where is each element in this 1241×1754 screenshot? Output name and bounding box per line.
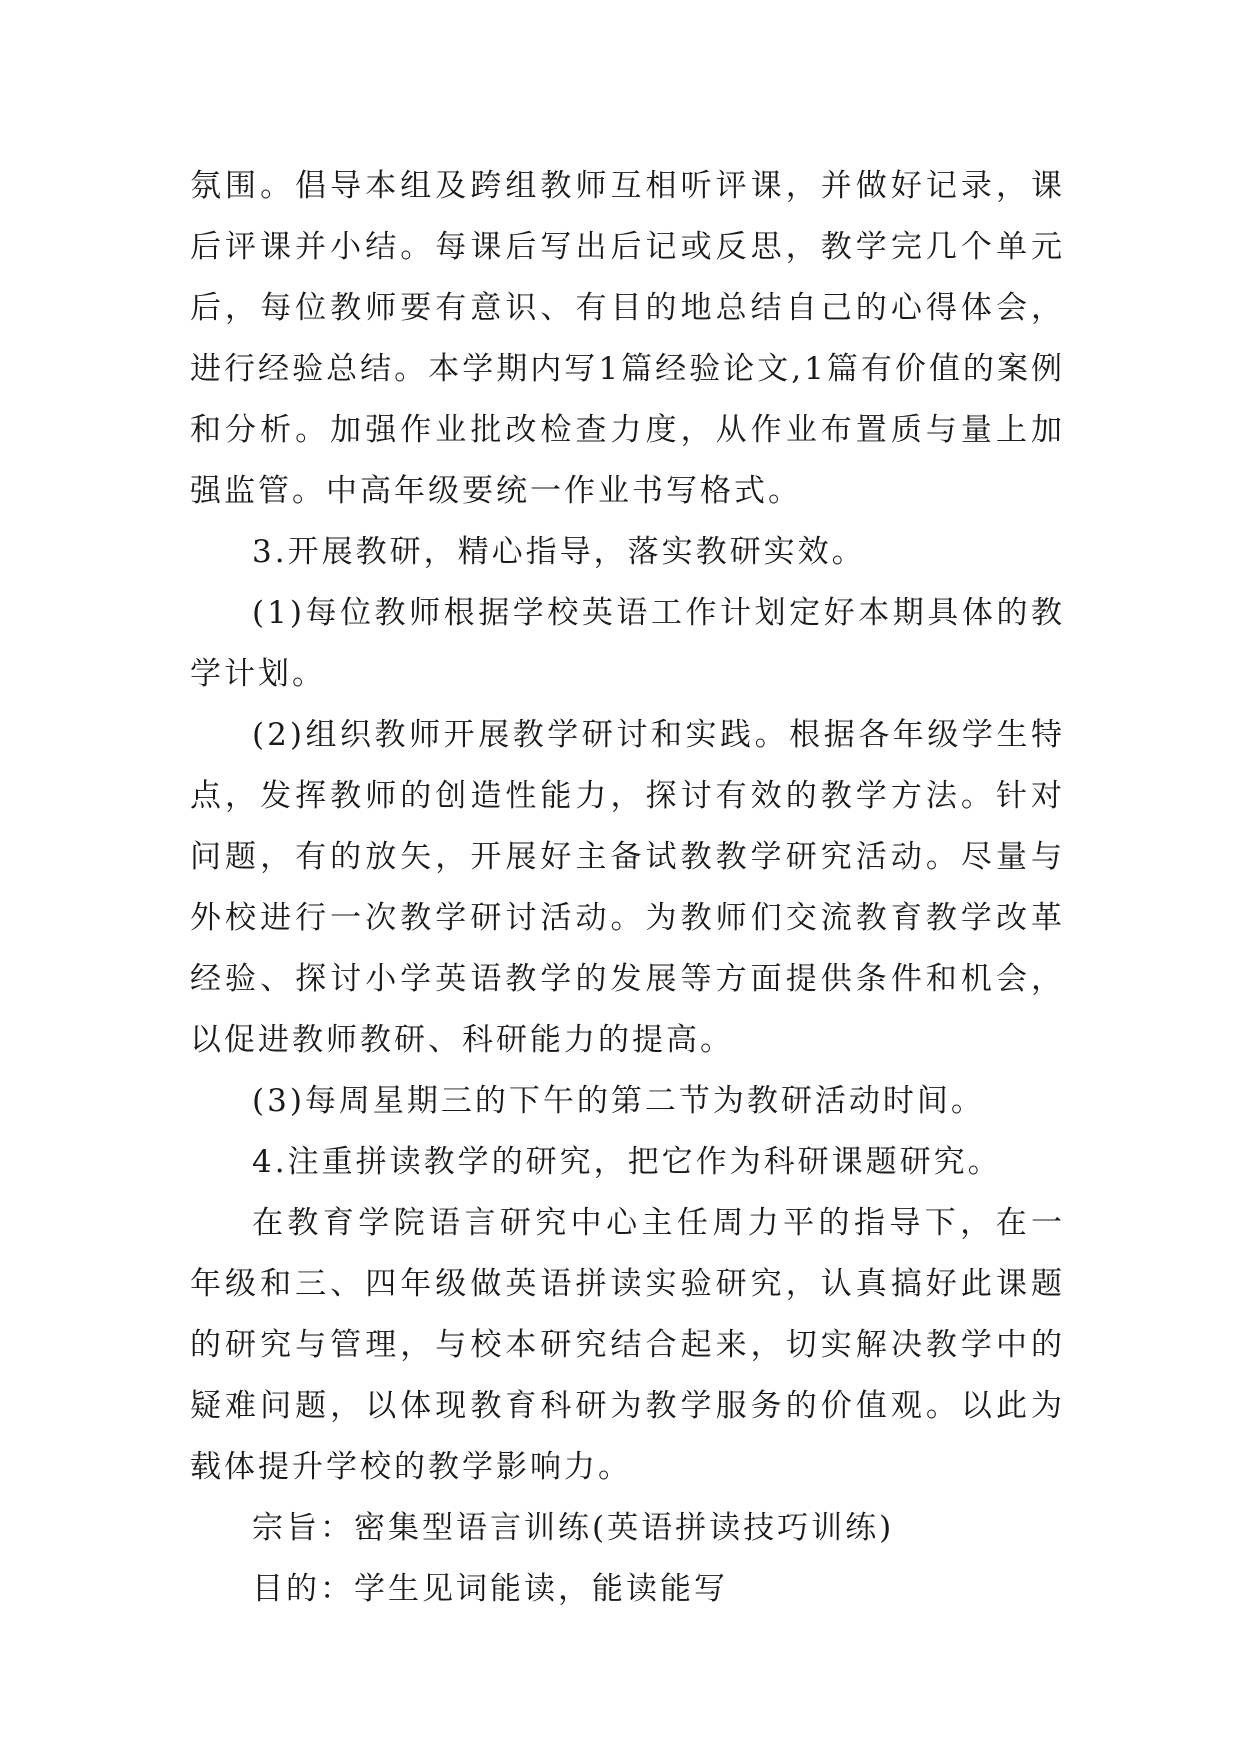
paragraph-subitem-1: (1)每位教师根据学校英语工作计划定好本期具体的教学计划。 [190, 595, 1065, 692]
paragraph-goal: 目的：学生见词能读，能读能写 [252, 1571, 728, 1607]
paragraph-research-description: 在教育学院语言研究中心主任周力平的指导下，在一年级和三、四年级做英语拼读实验研究，认真搞好此课题的研究与管理，与校本研究结合起来，切实解决教学中的疑难问题，以体现教育科研为教学服务的价值观。以此为载体提升学校的教学影响力。 [190, 1205, 1065, 1485]
paragraph-purpose: 宗旨：密集型语言训练(英语拼读技巧训练) [252, 1510, 895, 1546]
paragraph-subitem-3: (3)每周星期三的下午的第二节为教研活动时间。 [252, 1083, 985, 1119]
paragraph-item-4-heading: 4.注重拼读教学的研究，把它作为科研课题研究。 [252, 1144, 1002, 1180]
paragraph-item-3-heading: 3.开展教研，精心指导，落实教研实效。 [252, 534, 866, 570]
paragraph-continuation: 氛围。倡导本组及跨组教师互相听评课，并做好记录，课后评课并小结。每课后写出后记或反思，教学完几个单元后，每位教师要有意识、有目的地总结自己的心得体会，进行经验总结。本学期内写1篇经验论文,1篇有价值的案例和分析。加强作业批改检查力度，从作业布置质与量上加强监管。中高年级要统一作业书写格式。 [190, 168, 1065, 509]
paragraph-subitem-2: (2)组织教师开展教学研讨和实践。根据各年级学生特点，发挥教师的创造性能力，探讨有效的教学方法。针对问题，有的放矢，开展好主备试教教学研究活动。尽量与外校进行一次教学研讨活动。为教师们交流教育教学改革经验、探讨小学英语教学的发展等方面提供条件和机会，以促进教师教研、科研能力的提高。 [190, 717, 1065, 1058]
document-body [190, 156, 1065, 1620]
